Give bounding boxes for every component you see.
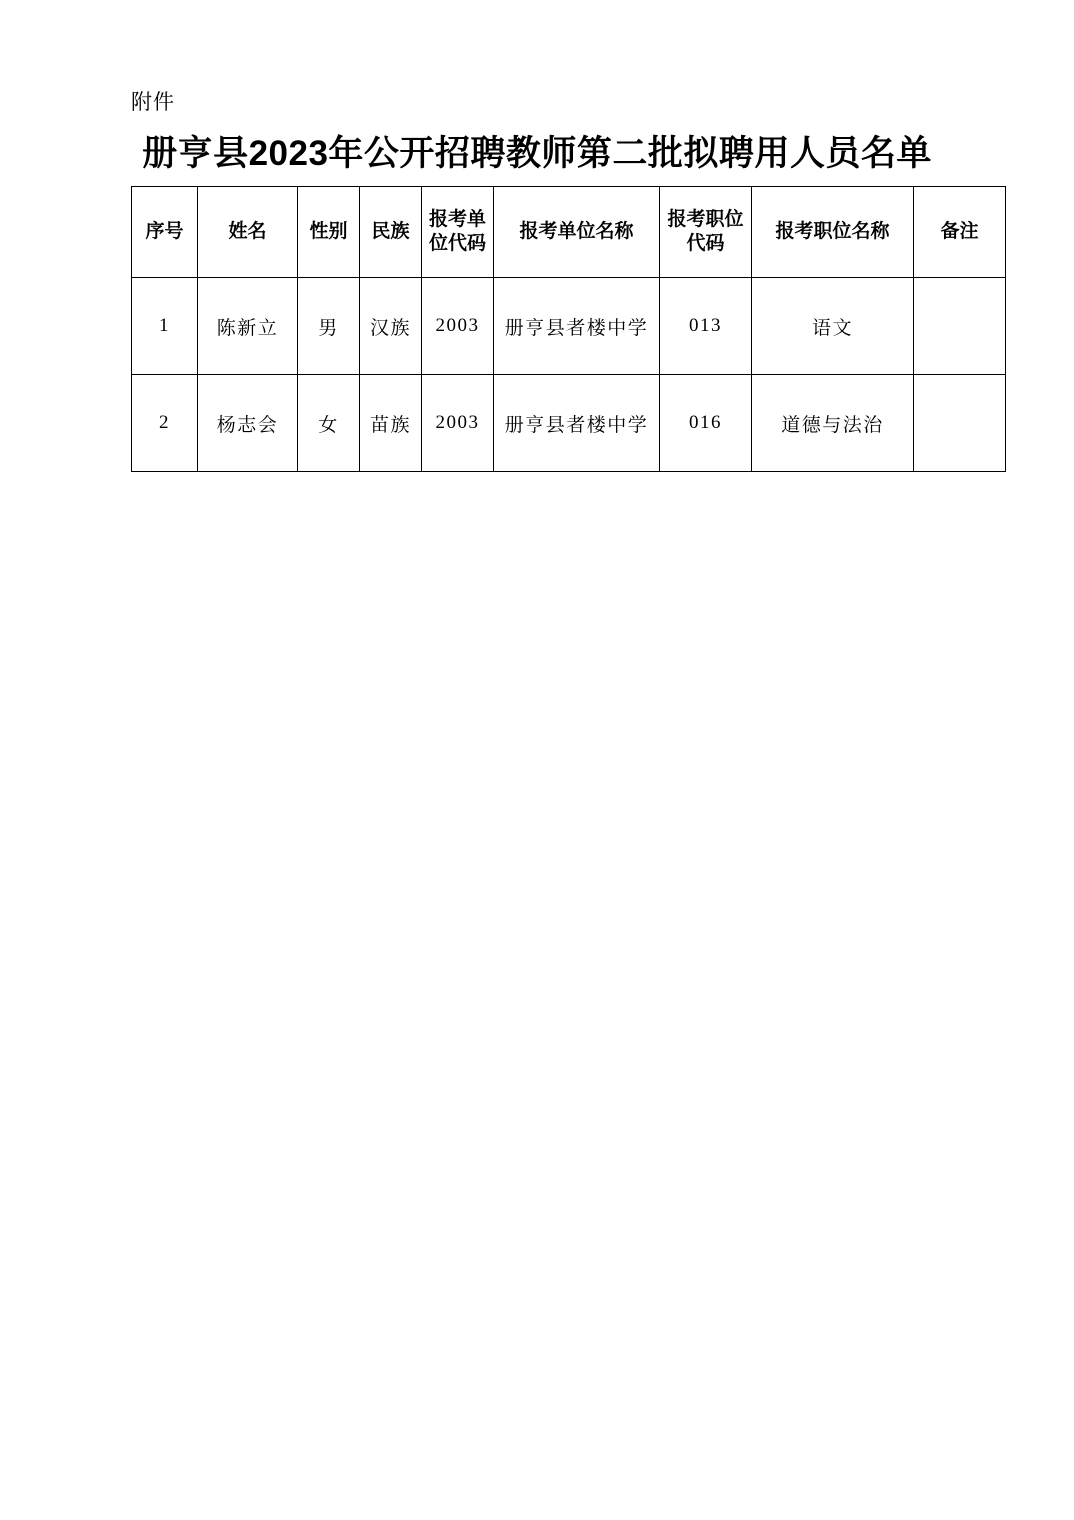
cell-gender: 男 [298,278,360,375]
column-header-position-code: 报考职位代码 [660,187,752,278]
cell-position-name: 道德与法治 [752,375,914,472]
column-header-seq: 序号 [132,187,198,278]
table-row [132,375,1006,472]
cell-unit-code: 2003 [422,278,494,375]
cell-name: 杨志会 [198,375,298,472]
cell-position-name: 语文 [752,278,914,375]
cell-unit-name: 册亨县者楼中学 [494,375,660,472]
table-row [132,278,1006,375]
column-header-unit-name: 报考单位名称 [494,187,660,278]
cell-seq: 2 [132,375,198,472]
column-header-remark: 备注 [914,187,1006,278]
column-header-name: 姓名 [198,187,298,278]
table-header-row [132,187,1006,278]
cell-remark [914,375,1006,472]
attachment-label: 附件 [131,91,175,114]
cell-ethnicity: 汉族 [360,278,422,375]
column-header-gender: 性别 [298,187,360,278]
roster-table-container [131,186,979,472]
cell-remark [914,278,1006,375]
cell-unit-name: 册亨县者楼中学 [494,278,660,375]
cell-unit-code: 2003 [422,375,494,472]
column-header-position-name: 报考职位名称 [752,187,914,278]
column-header-ethnicity: 民族 [360,187,422,278]
cell-position-code: 016 [660,375,752,472]
cell-ethnicity: 苗族 [360,375,422,472]
cell-name: 陈新立 [198,278,298,375]
column-header-unit-code: 报考单位代码 [422,187,494,278]
cell-position-code: 013 [660,278,752,375]
roster-table [131,186,1006,472]
cell-gender: 女 [298,375,360,472]
cell-seq: 1 [132,278,198,375]
page-title: 册亨县2023年公开招聘教师第二批拟聘用人员名单 [142,134,932,173]
